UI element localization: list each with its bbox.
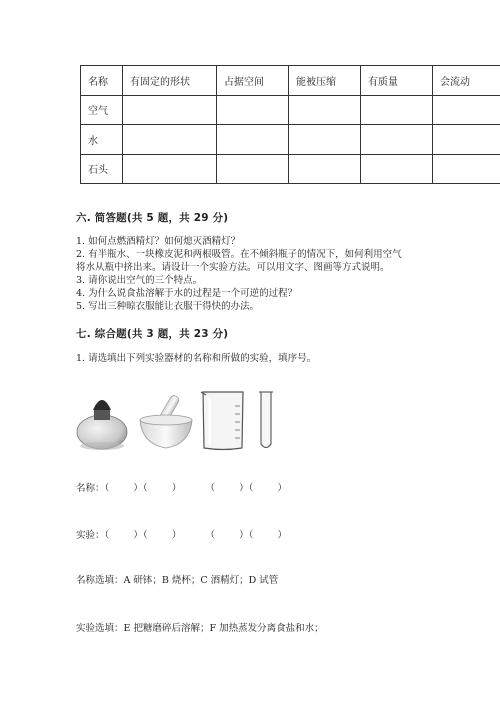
question-line: 4. 为什么说食盐溶解于水的过程是一个可逆的过程？ [76,288,298,299]
answer-cell[interactable] [361,125,433,155]
answer-cell[interactable] [123,125,217,155]
table-row [81,125,500,155]
answer-cell[interactable] [361,154,433,184]
table-row [81,154,500,184]
answer-cell[interactable] [123,95,217,125]
header-cell: 有质量 [361,66,433,96]
question-line: 1. 如何点燃酒精灯？如何熄灭酒精灯？ [76,236,241,247]
row-label: 水 [81,125,123,155]
answer-cell[interactable] [217,154,289,184]
header-cell: 有固定的形状 [123,66,217,96]
table-header-row [81,66,500,96]
header-cell: 会流动 [433,66,500,96]
experiment-answer-line[interactable]: 实验：（ ）（ ） （ ）（ ） [76,530,288,541]
answer-cell[interactable] [217,95,289,125]
mortar-image [136,392,196,452]
answer-cell[interactable] [289,154,361,184]
answer-cell[interactable] [123,154,217,184]
answer-cell[interactable] [433,154,500,184]
row-label: 空气 [81,95,123,125]
header-cell: 占据空间 [217,66,289,96]
name-answer-line[interactable]: 名称：（ ）（ ） （ ）（ ） [76,483,288,494]
beaker-image [198,388,248,452]
table-row [81,95,500,125]
question-line: 将水从瓶中挤出来。请设计一个实验方法。可以用文字、图画等方式说明。 [76,262,390,273]
answer-cell[interactable] [217,125,289,155]
answer-cell[interactable] [433,125,500,155]
alcohol-lamp-image [74,390,130,452]
answer-cell[interactable] [433,95,500,125]
answer-cell[interactable] [289,95,361,125]
properties-table [80,65,500,184]
section-7-title: 七. 综合题(共 3 题，共 23 分) [76,328,229,340]
section-6-title: 六. 简答题(共 5 题，共 29 分) [76,212,229,224]
answer-cell[interactable] [361,95,433,125]
header-cell: 能被压缩 [289,66,361,96]
row-label: 石头 [81,154,123,184]
question-line: 3. 请你说出空气的三个特点。 [76,275,203,286]
question-line: 2. 有半瓶水、一块橡皮泥和两根吸管。在不倾斜瓶子的情况下，如何利用空气 [76,249,402,260]
test-tube-image [258,388,274,452]
header-cell: 名称 [81,66,123,96]
answer-cell[interactable] [289,125,361,155]
experiment-options: 实验选填：E 把糖磨碎后溶解；F 加热蒸发分离食盐和水； [76,623,324,634]
name-options: 名称选填：A 研钵；B 烧杯；C 酒精灯；D 试管 [76,575,279,586]
question-line: 1. 请选填出下列实验器材的名称和所做的实验，填序号。 [76,353,317,364]
question-line: 5. 写出三种晾衣服能让衣服干得快的办法。 [76,301,260,312]
